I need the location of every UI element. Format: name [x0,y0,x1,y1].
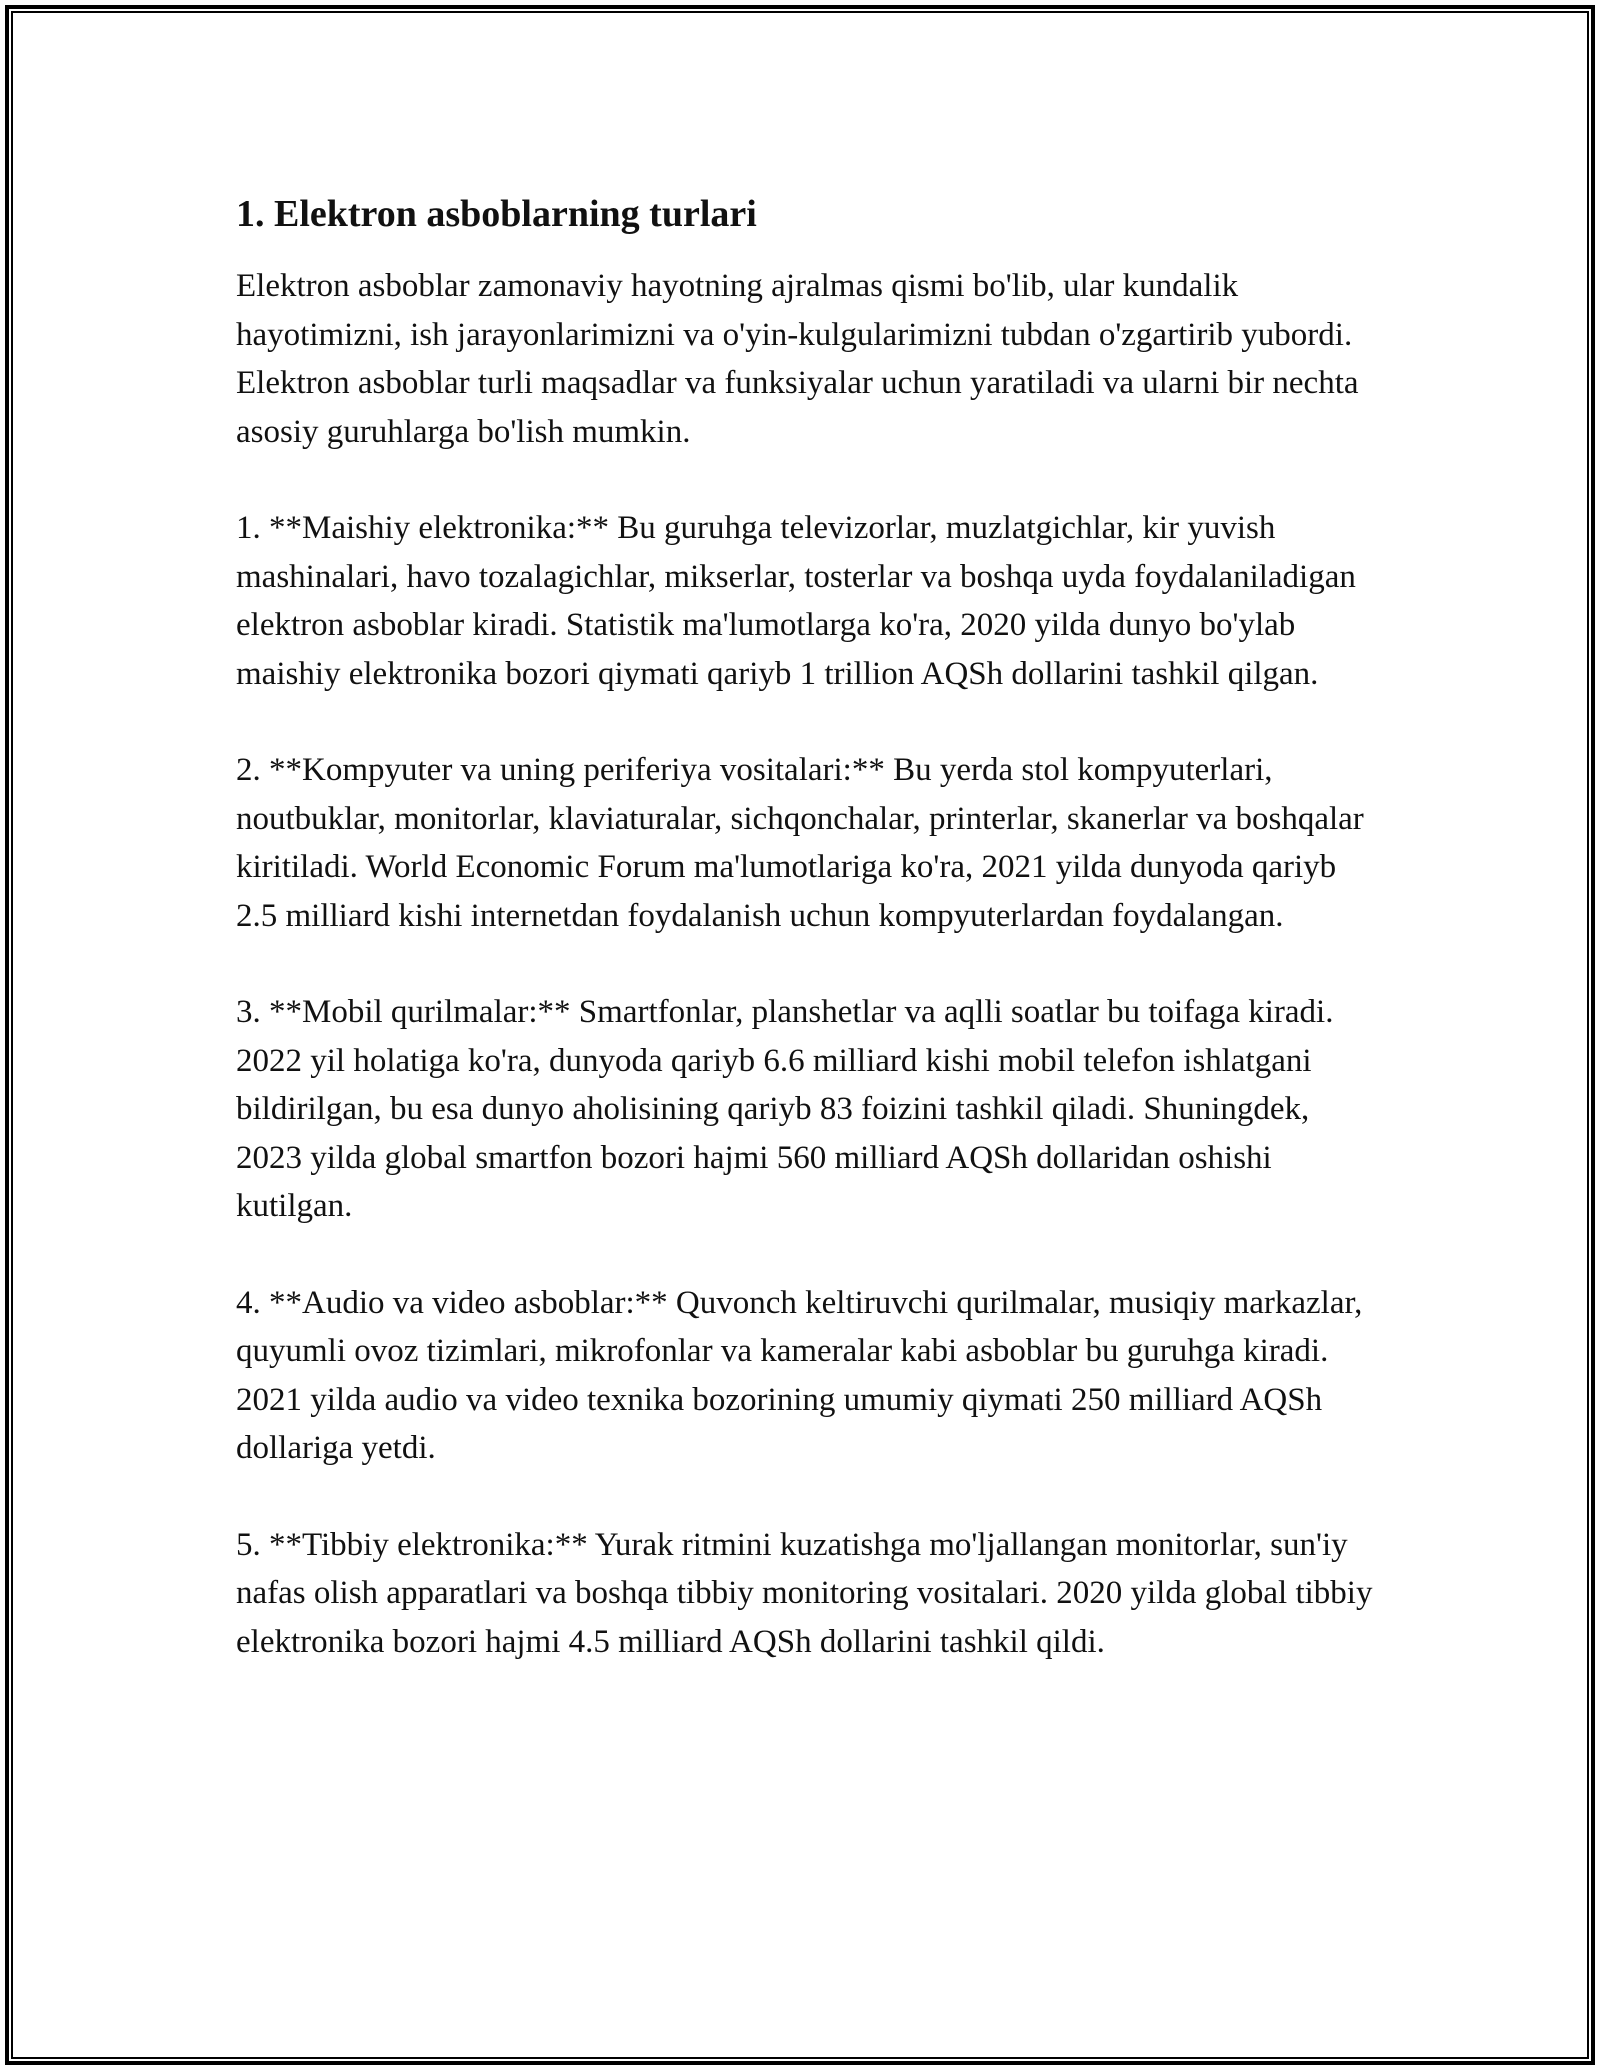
list-item-medical-electronics: 5. **Tibbiy elektronika:** Yurak ritmini kuzatishga mo'ljallangan monitorlar, sun'iy nafas olish apparatlari va boshqa tibbiy monitoring vositalari. 2020 yilda global tibbiy elektronika bozori hajmi 4.5 milliard AQSh dollarini tashkil qildi. [236,1526,1373,1660]
list-item-audio-video: 4. **Audio va video asboblar:** Quvonch keltiruvchi qurilmalar, musiqiy markazlar, quyumli ovoz tizimlari, mikrofonlar va kameralar kabi asboblar bu guruhga kiradi. 2021 yilda audio va video texnika bozorining umumiy qiymati 250 milliard AQSh dollariga yetdi. [236,1284,1363,1466]
list-item-computers-peripherals: 2. **Kompyuter va uning periferiya vositalari:** Bu yerda stol kompyuterlari, noutbuklar, monitorlar, klaviaturalar, sichqonchalar, printerlar, skanerlar va boshqalar kiritiladi. World Economic Forum ma'lumotlariga ko'ra, 2021 yilda dunyoda qariyb 2.5 milliard kishi internetdan foydalanish uchun kompyuterlardan foydalangan. [236,752,1364,934]
intro-paragraph: Elektron asboblar zamonaviy hayotning ajralmas qismi bo'lib, ular kundalik hayotimizni, ish jarayonlarimizni va o'yin-kulgularimizni tubdan o'zgartirib yubordi. Elektron asboblar turli maqsadlar va funksiyalar uchun yaratiladi va ularni bir nechta asosiy guruhlarga bo'lish mumkin. [236,268,1359,450]
list-item-mobile-devices: 3. **Mobil qurilmalar:** Smartfonlar, planshetlar va aqlli soatlar bu toifaga kiradi. 2022 yil holatiga ko'ra, dunyoda qariyb 6.6 milliard kishi mobil telefon ishlatgani bildirilgan, bu esa dunyo aholisining qariyb 83 foizini tashkil qiladi. Shuningdek, 2023 yilda global smartfon bozori hajmi 560 milliard AQSh dollaridan oshishi kutilgan. [236,994,1334,1224]
section-heading: 1. Elektron asboblarning turlari [236,193,757,235]
document-body [236,186,1376,1666]
list-item-household-electronics: 1. **Maishiy elektronika:** Bu guruhga televizorlar, muzlatgichlar, kir yuvish mashinalari, havo tozalagichlar, mikserlar, tosterlar va boshqa uyda foydalaniladigan elektron asboblar kiradi. Statistik ma'lumotlarga ko'ra, 2020 yilda dunyo bo'ylab maishiy elektronika bozori qiymati qariyb 1 trillion AQSh dollarini tashkil qilgan. [236,510,1356,692]
